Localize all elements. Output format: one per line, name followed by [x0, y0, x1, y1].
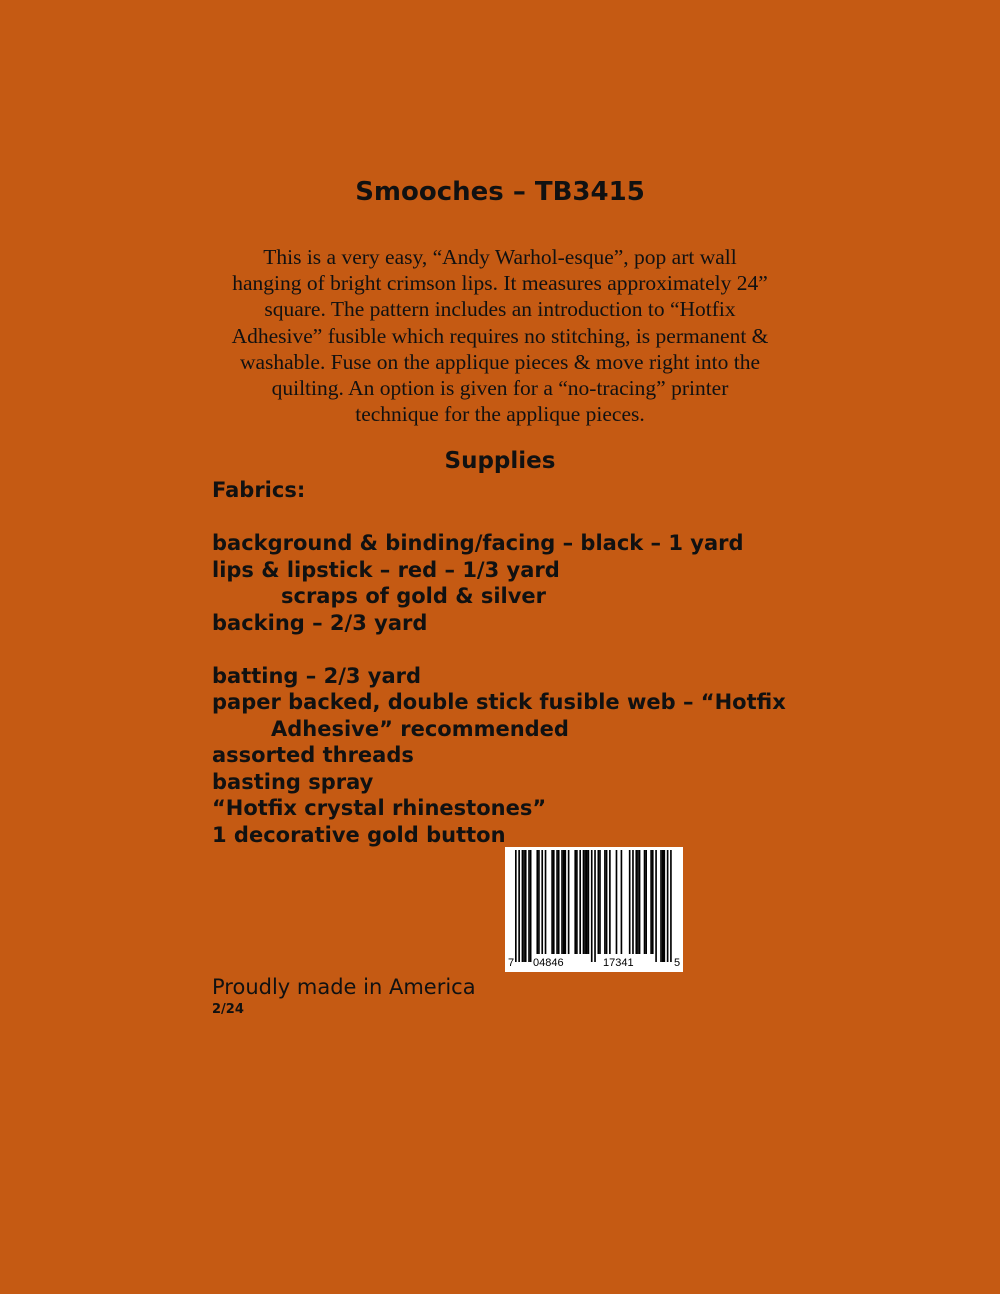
barcode-bar — [530, 850, 532, 962]
barcode-bar — [551, 850, 553, 954]
barcode-bar — [664, 850, 666, 962]
edition-date: 2/24 — [212, 1002, 244, 1017]
barcode-bar — [518, 850, 520, 962]
description-line: This is a very easy, “Andy Warhol-esque”, pop art wall — [263, 245, 737, 269]
supply-item: batting – 2/3 yard — [212, 663, 422, 688]
made-in-label: Proudly made in America — [212, 975, 476, 999]
barcode-bar — [522, 850, 524, 962]
barcode-check-digit: 5 — [674, 957, 681, 969]
barcode-bar — [599, 850, 601, 954]
barcode-bar — [616, 850, 618, 954]
barcode-bar — [579, 850, 581, 954]
barcode-bar — [639, 850, 641, 954]
barcode-bar — [644, 850, 646, 954]
barcode-bar — [632, 850, 634, 954]
supply-item: basting spray — [212, 769, 374, 794]
supplies-list — [212, 477, 812, 848]
barcode-bar — [594, 850, 596, 962]
barcode-bars — [505, 847, 683, 972]
description-line: technique for the applique pieces. — [355, 402, 645, 427]
barcode-bar — [558, 850, 560, 954]
barcode-bar — [606, 850, 608, 954]
barcode-bar — [629, 850, 631, 954]
barcode-bar — [662, 850, 664, 962]
barcode-bar — [591, 850, 593, 962]
barcode-bar — [515, 850, 517, 962]
fabrics-heading: Fabrics: — [212, 478, 306, 502]
barcode-bar — [583, 850, 585, 954]
barcode-bar — [598, 850, 600, 954]
description-line: hanging of bright crimson lips. It measures approximately 24” — [232, 271, 768, 296]
spacer — [212, 504, 812, 531]
barcode-bar — [574, 850, 576, 954]
barcode-bar — [586, 850, 588, 954]
barcode-bar — [652, 850, 654, 954]
supply-item: backing – 2/3 yard — [212, 610, 428, 635]
barcode-bar — [635, 850, 637, 954]
barcode-bar — [545, 850, 547, 954]
barcode-bar — [528, 850, 530, 962]
barcode-bar — [525, 850, 527, 962]
barcode-bar — [609, 850, 611, 954]
description-line: quilting. An option is given for a “no-tracing” printer — [271, 376, 729, 401]
supply-item: “Hotfix crystal rhinestones” — [212, 796, 547, 820]
barcode-bar — [667, 850, 669, 962]
description-line: square. The pattern includes an introduction to “Hotfix — [264, 297, 736, 322]
pattern-title: Smooches – TB3415 — [355, 177, 645, 207]
supply-item: background & binding/facing – black – 1 yard — [212, 531, 744, 555]
barcode-bar — [645, 850, 647, 954]
barcode-bar — [536, 850, 538, 954]
barcode-bar — [604, 850, 606, 954]
barcode-bar — [576, 850, 578, 954]
supply-item: assorted threads — [212, 743, 414, 767]
barcode-bar — [541, 850, 543, 954]
barcode-bar — [568, 850, 570, 954]
barcode-bar — [621, 850, 623, 954]
supply-item: lips & lipstick – red – 1/3 yard — [212, 557, 560, 582]
barcode-bar — [563, 850, 565, 954]
barcode-bar — [660, 850, 662, 962]
barcode-bar — [561, 850, 563, 954]
barcode-bar — [588, 850, 590, 954]
barcode-bar — [538, 850, 540, 954]
barcode-left-group: 04846 — [533, 957, 564, 969]
barcode-bar — [584, 850, 586, 954]
barcode-digits — [505, 955, 683, 971]
spacer — [212, 636, 812, 663]
supplies-heading: Supplies — [444, 448, 556, 474]
supply-item: paper backed, double stick fusible web – “Hotfix — [212, 690, 786, 714]
barcode-right-group: 17341 — [603, 957, 634, 969]
barcode-bar — [655, 850, 657, 962]
barcode-bar — [565, 850, 567, 954]
barcode-bar — [650, 850, 652, 954]
upc-barcode — [505, 847, 683, 972]
barcode-bar — [556, 850, 558, 954]
supply-item: 1 decorative gold button — [212, 822, 506, 847]
barcode-bar — [523, 850, 525, 962]
barcode-bar — [637, 850, 639, 954]
barcode-number-system: 7 — [508, 957, 515, 969]
barcode-bar — [553, 850, 555, 954]
pattern-description — [200, 244, 800, 427]
barcode-bar — [670, 850, 672, 962]
supply-item: Adhesive” recommended — [271, 716, 569, 741]
supply-item: scraps of gold & silver — [281, 584, 547, 608]
description-line: Adhesive” fusible which requires no stitching, is permanent & — [231, 323, 769, 348]
description-line: washable. Fuse on the applique pieces & move right into the — [239, 349, 761, 374]
